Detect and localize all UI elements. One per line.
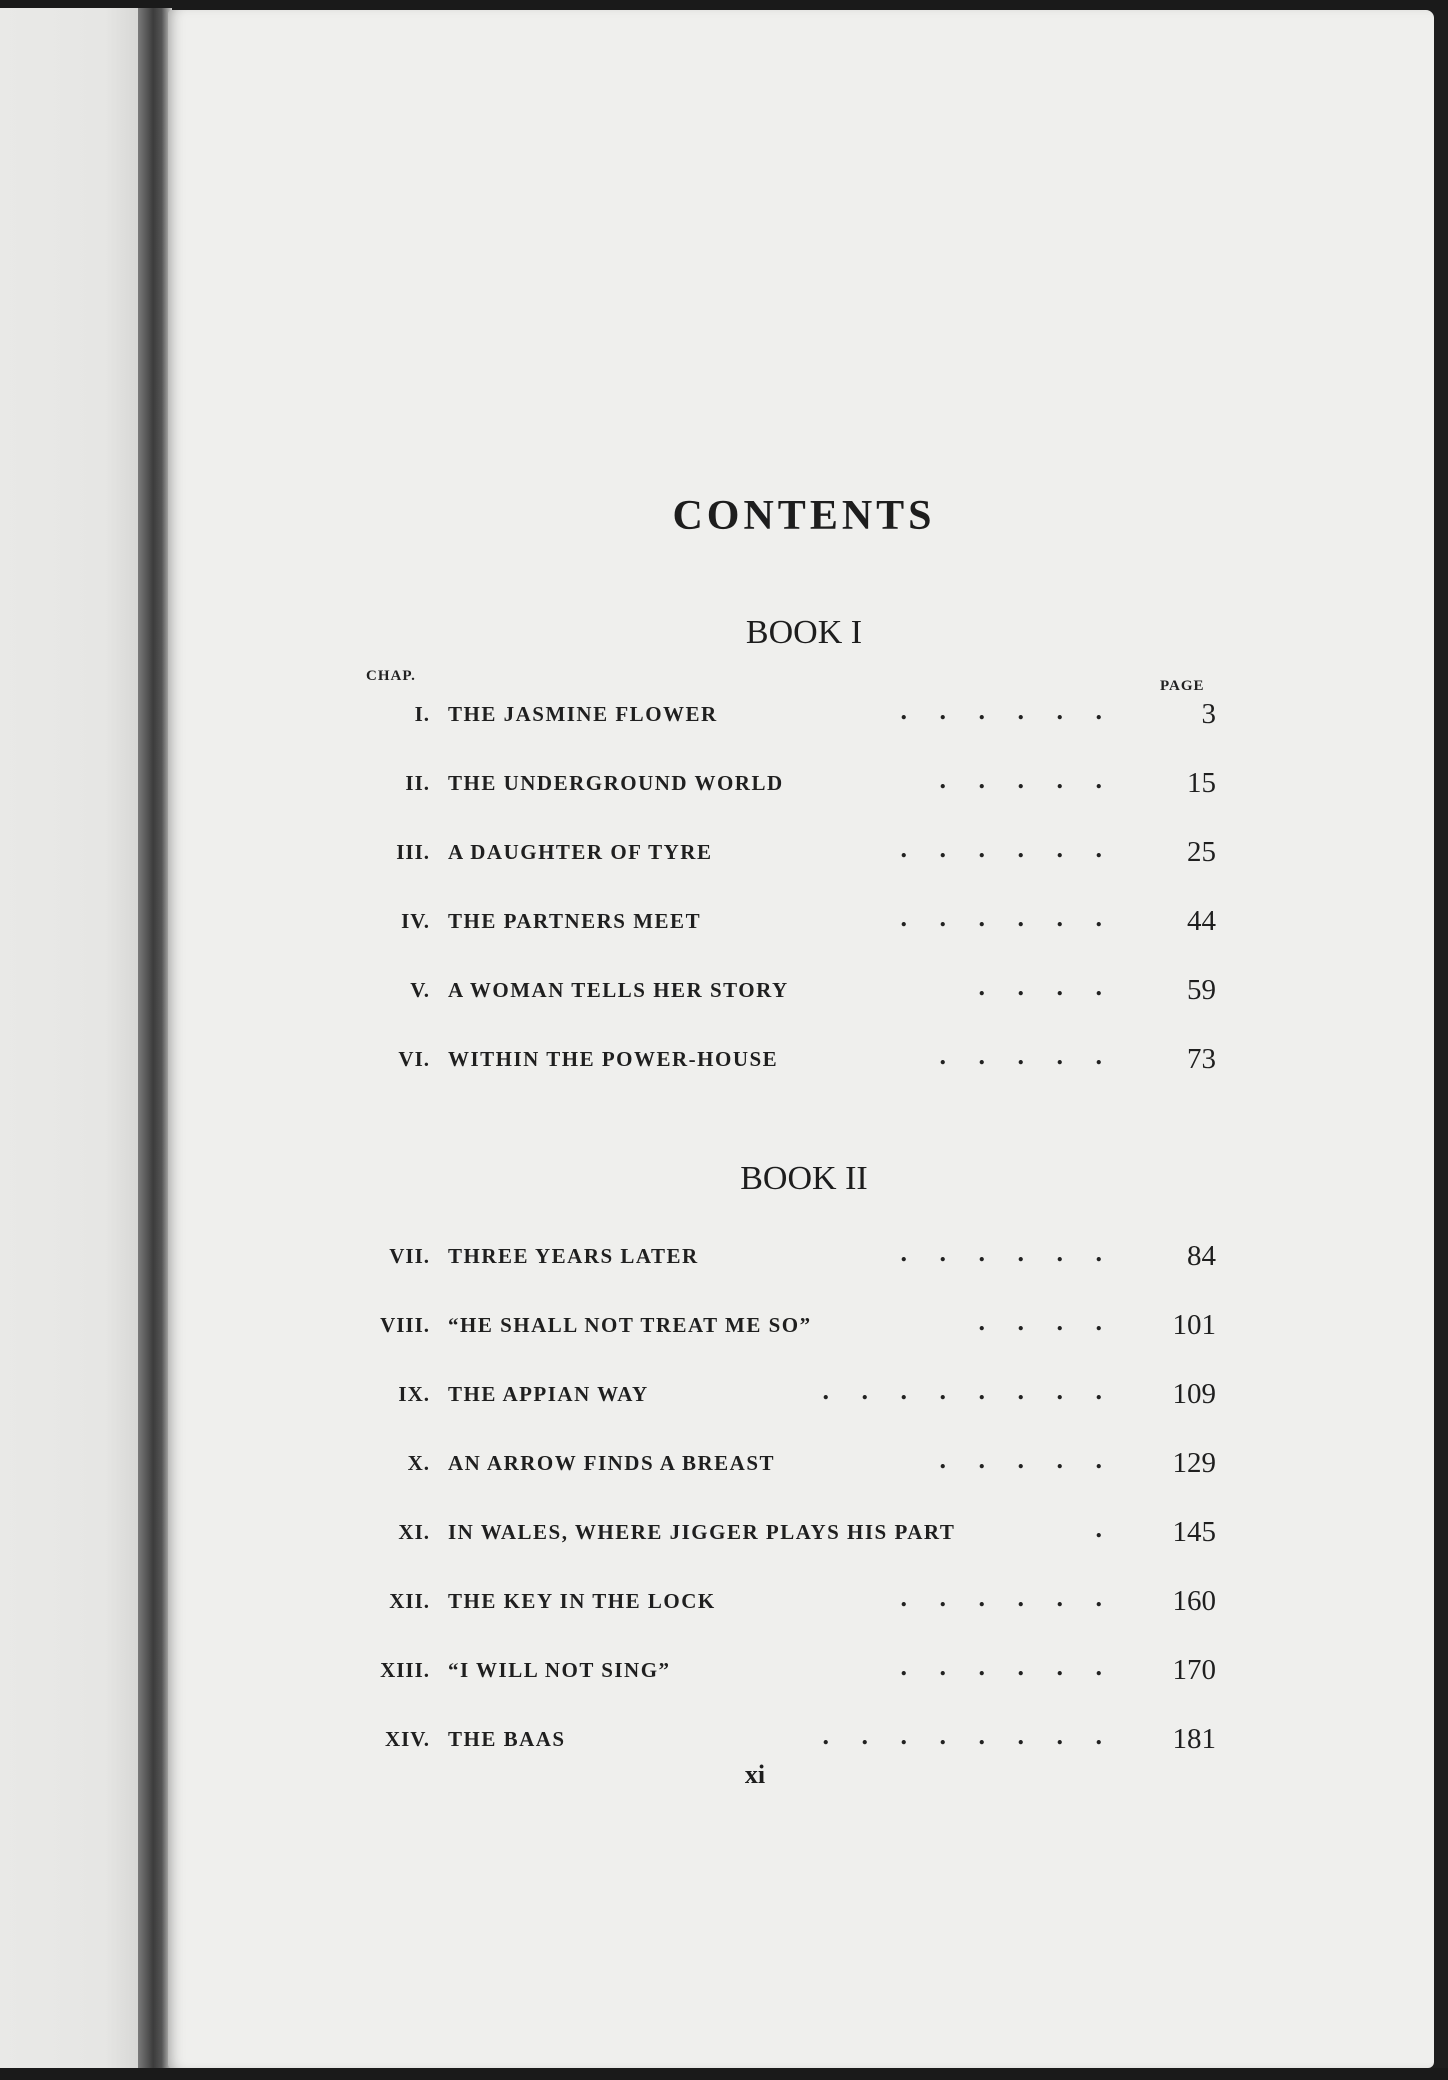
toc-entry bbox=[360, 1376, 1220, 1416]
left-page-edge bbox=[0, 8, 150, 2068]
chapter-title: THE BAAS bbox=[448, 1727, 566, 1751]
chapter-title: IN WALES, WHERE JIGGER PLAYS HIS PART bbox=[448, 1520, 956, 1544]
leader-dots: . . . . . bbox=[939, 765, 1102, 794]
toc-entry bbox=[360, 1514, 1220, 1554]
chapter-page-number: 44 bbox=[1187, 905, 1216, 937]
chapter-page-number: 3 bbox=[1201, 698, 1216, 730]
chapter-number: VII. bbox=[389, 1244, 430, 1268]
chapter-title: AN ARROW FINDS A BREAST bbox=[448, 1451, 776, 1475]
toc-entry bbox=[360, 972, 1220, 1012]
chapter-number: II. bbox=[405, 771, 430, 795]
chapter-number: I. bbox=[414, 702, 430, 726]
toc-entry bbox=[360, 1041, 1220, 1081]
chapter-number: XI. bbox=[398, 1520, 430, 1544]
chapter-number: V. bbox=[410, 978, 430, 1002]
chapter-title: THE KEY IN THE LOCK bbox=[448, 1589, 716, 1613]
chapter-number: XIV. bbox=[384, 1727, 430, 1751]
toc-entry bbox=[360, 1307, 1220, 1347]
leader-dots: . . . . . . . . bbox=[822, 1721, 1102, 1750]
chapter-title: “I WILL NOT SING” bbox=[448, 1658, 671, 1682]
chapter-number: VIII. bbox=[380, 1313, 430, 1337]
chapter-number: XIII. bbox=[380, 1658, 430, 1682]
toc-entry bbox=[360, 1238, 1220, 1278]
page-column-header: PAGE bbox=[1160, 678, 1205, 694]
leader-dots: . . . . bbox=[978, 972, 1102, 1001]
page-title: CONTENTS bbox=[672, 493, 936, 539]
chapter-page-number: 109 bbox=[1172, 1378, 1216, 1410]
chapter-page-number: 59 bbox=[1187, 974, 1216, 1006]
book-2-heading: BOOK II bbox=[740, 1160, 868, 1197]
scan-bottom-edge bbox=[0, 2068, 1448, 2080]
chapter-number: III. bbox=[396, 840, 430, 864]
page-number: xi bbox=[744, 1760, 766, 1789]
leader-dots: . . . . . . . . bbox=[822, 1376, 1102, 1405]
chapter-title: THE PARTNERS MEET bbox=[448, 909, 702, 933]
chapter-number: IX. bbox=[398, 1382, 430, 1406]
chapter-page-number: 84 bbox=[1187, 1240, 1216, 1272]
chapter-title: THREE YEARS LATER bbox=[448, 1244, 699, 1268]
toc-entry bbox=[360, 834, 1220, 874]
chapter-title: THE APPIAN WAY bbox=[448, 1382, 649, 1406]
chapter-title: A DAUGHTER OF TYRE bbox=[448, 840, 713, 864]
chapter-page-number: 73 bbox=[1187, 1043, 1216, 1075]
chapter-page-number: 25 bbox=[1187, 836, 1216, 868]
leader-dots: . . . . . . bbox=[900, 696, 1102, 725]
scan-top-edge bbox=[0, 0, 1448, 10]
toc-entry bbox=[360, 1652, 1220, 1692]
chapter-title: A WOMAN TELLS HER STORY bbox=[448, 978, 789, 1002]
leader-dots: . . . . . . bbox=[900, 1583, 1102, 1612]
chapter-page-number: 101 bbox=[1172, 1309, 1216, 1341]
chapter-title: THE UNDERGROUND WORLD bbox=[448, 771, 784, 795]
toc-entry bbox=[360, 1583, 1220, 1623]
toc-entry bbox=[360, 696, 1220, 736]
leader-dots: . . . . bbox=[978, 1307, 1102, 1336]
toc-entry bbox=[360, 765, 1220, 805]
leader-dots: . bbox=[1095, 1514, 1102, 1543]
leader-dots: . . . . . . bbox=[900, 834, 1102, 863]
chapter-number: VI. bbox=[398, 1047, 430, 1071]
toc-entry bbox=[360, 1721, 1220, 1761]
chapter-title: THE JASMINE FLOWER bbox=[448, 702, 718, 726]
book-1-heading: BOOK I bbox=[745, 614, 863, 651]
chapter-number: IV. bbox=[401, 909, 430, 933]
chapter-number: XII. bbox=[389, 1589, 430, 1613]
chap-column-header: CHAP. bbox=[366, 668, 416, 684]
chapter-page-number: 181 bbox=[1172, 1723, 1216, 1755]
leader-dots: . . . . . . bbox=[900, 1238, 1102, 1267]
leader-dots: . . . . . . bbox=[900, 1652, 1102, 1681]
leader-dots: . . . . . bbox=[939, 1041, 1102, 1070]
chapter-page-number: 129 bbox=[1172, 1447, 1216, 1479]
book-gutter bbox=[138, 8, 172, 2068]
toc-entry bbox=[360, 1445, 1220, 1485]
chapter-title: WITHIN THE POWER-HOUSE bbox=[448, 1047, 779, 1071]
leader-dots: . . . . . bbox=[939, 1445, 1102, 1474]
chapter-number: X. bbox=[407, 1451, 430, 1475]
chapter-page-number: 15 bbox=[1187, 767, 1216, 799]
chapter-page-number: 170 bbox=[1172, 1654, 1216, 1686]
chapter-page-number: 145 bbox=[1172, 1516, 1216, 1548]
chapter-page-number: 160 bbox=[1172, 1585, 1216, 1617]
toc-entry bbox=[360, 903, 1220, 943]
leader-dots: . . . . . . bbox=[900, 903, 1102, 932]
chapter-title: “HE SHALL NOT TREAT ME SO” bbox=[448, 1313, 812, 1337]
